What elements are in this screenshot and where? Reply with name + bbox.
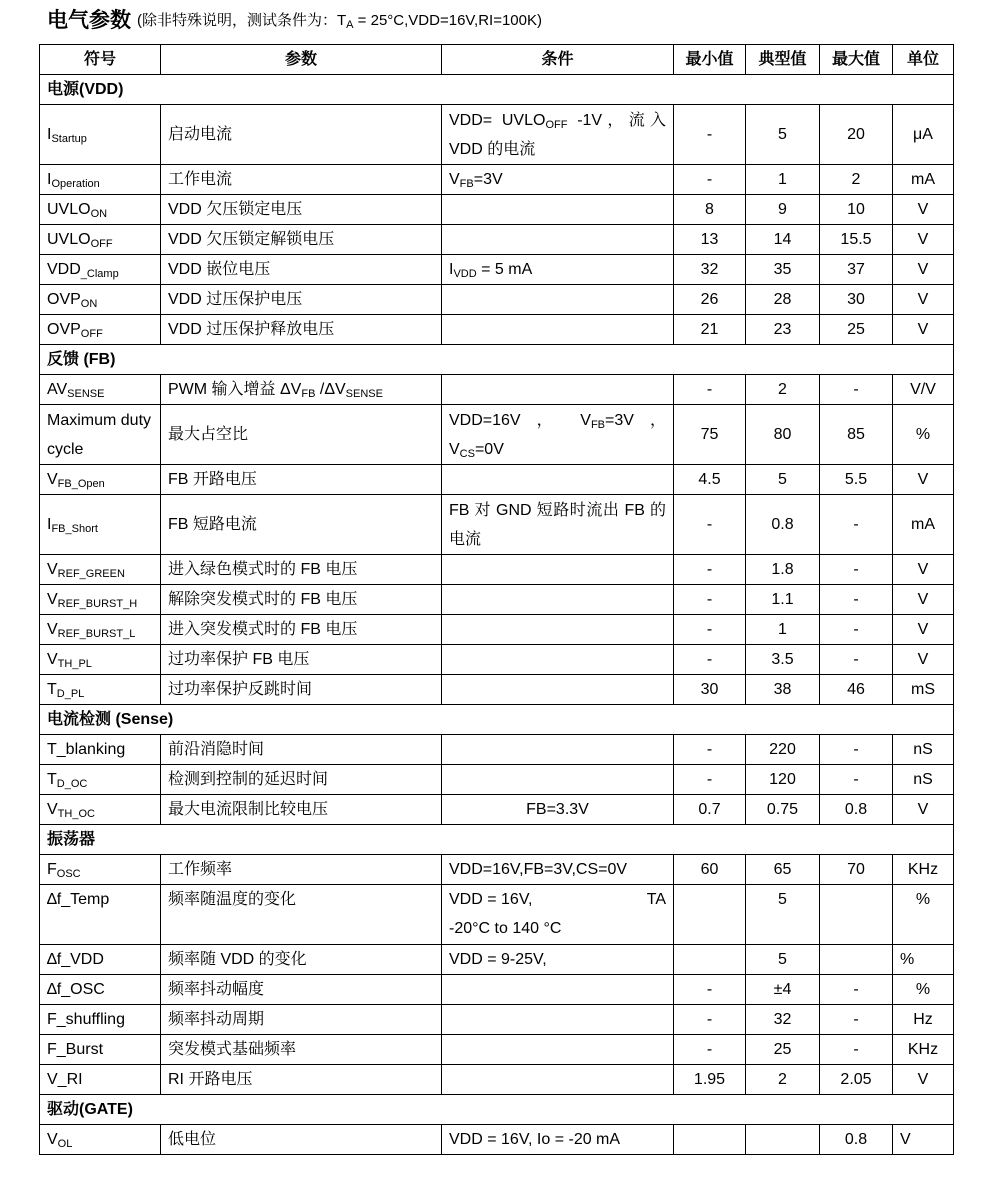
table-row (40, 405, 954, 465)
table-row (40, 945, 954, 975)
cell-min: 4.5 (674, 465, 746, 495)
cell-symbol: F_Burst (40, 1035, 161, 1065)
cell-unit: V (893, 615, 954, 645)
cell-min: 32 (674, 255, 746, 285)
cell-condition: $V_{FB}=3V$ (442, 165, 674, 195)
cell-condition: VDD = 16V, TA -20°C to 140 °C (442, 885, 674, 945)
cell-min: 60 (674, 855, 746, 885)
cell-unit: % (893, 975, 954, 1005)
cell-condition (442, 765, 674, 795)
title-note: (除非特殊说明，测试条件为：$T_A = 25^\circ C,VDD=16V,RI=100K$) (137, 11, 542, 31)
section-label: 驱动(GATE) (40, 1095, 954, 1125)
cell-min: - (674, 735, 746, 765)
cell-symbol: $UVLO_{ON}$ (40, 195, 161, 225)
cell-unit: μA (893, 105, 954, 165)
cell-unit: KHz (893, 855, 954, 885)
cell-typ: 220 (746, 735, 820, 765)
cell-typ: 2 (746, 375, 820, 405)
cell-min: 8 (674, 195, 746, 225)
cell-min (674, 945, 746, 975)
cell-min (674, 1125, 746, 1155)
section-row (40, 825, 954, 855)
cell-symbol: $V_{REF\_GREEN}$ (40, 555, 161, 585)
cell-unit: V (893, 465, 954, 495)
cell-unit: V (893, 255, 954, 285)
table-row (40, 675, 954, 705)
cell-condition (442, 285, 674, 315)
cell-min (674, 885, 746, 945)
cell-parameter: 进入突发模式时的 FB 电压 (161, 615, 442, 645)
cell-typ: 1.1 (746, 585, 820, 615)
cell-min: 13 (674, 225, 746, 255)
cell-unit: % (893, 405, 954, 465)
cell-symbol: $I_{FB\_Short}$ (40, 495, 161, 555)
cell-parameter: RI 开路电压 (161, 1065, 442, 1095)
cell-parameter: VDD 嵌位电压 (161, 255, 442, 285)
header-condition: 条件 (442, 45, 674, 75)
table-row (40, 165, 954, 195)
cell-max: 10 (820, 195, 893, 225)
section-label: 电流检测 (Sense) (40, 705, 954, 735)
cell-typ: 0.8 (746, 495, 820, 555)
cell-condition: VDD = 16V, Io = -20 mA (442, 1125, 674, 1155)
table-row (40, 765, 954, 795)
section-label: 电源(VDD) (40, 75, 954, 105)
cell-unit: V (893, 1065, 954, 1095)
cell-max: - (820, 975, 893, 1005)
table-row (40, 495, 954, 555)
cell-typ: 3.5 (746, 645, 820, 675)
electrical-parameters-table (39, 44, 954, 1155)
cell-symbol: $OVP_{ON}$ (40, 285, 161, 315)
cell-typ: 120 (746, 765, 820, 795)
cell-max: - (820, 765, 893, 795)
cell-typ: 28 (746, 285, 820, 315)
cell-max: - (820, 375, 893, 405)
cell-parameter: 频率随 VDD 的变化 (161, 945, 442, 975)
cell-symbol: F_shuffling (40, 1005, 161, 1035)
cell-max: - (820, 585, 893, 615)
cell-symbol: $V_{FB\_Open}$ (40, 465, 161, 495)
cell-max: 20 (820, 105, 893, 165)
cell-parameter: 频率随温度的变化 (161, 885, 442, 945)
cell-condition (442, 735, 674, 765)
table-row (40, 885, 954, 945)
table-row (40, 855, 954, 885)
table-row (40, 585, 954, 615)
cell-max: 70 (820, 855, 893, 885)
cell-symbol: $V_{REF\_BURST\_L}$ (40, 615, 161, 645)
cell-min: - (674, 495, 746, 555)
cell-unit: KHz (893, 1035, 954, 1065)
cell-parameter: 最大电流限制比较电压 (161, 795, 442, 825)
cell-unit: mA (893, 165, 954, 195)
table-body (40, 75, 954, 1155)
cell-typ: 25 (746, 1035, 820, 1065)
cell-min: - (674, 555, 746, 585)
table-row (40, 1065, 954, 1095)
cell-typ: 0.75 (746, 795, 820, 825)
cell-min: 30 (674, 675, 746, 705)
section-row (40, 75, 954, 105)
cell-min: - (674, 1035, 746, 1065)
section-label: 反馈 (FB) (40, 345, 954, 375)
cell-unit: V (893, 795, 954, 825)
cell-max: - (820, 735, 893, 765)
cell-unit: % (893, 945, 954, 975)
section-row (40, 345, 954, 375)
cell-unit: V (893, 645, 954, 675)
cell-typ: 38 (746, 675, 820, 705)
cell-condition (442, 555, 674, 585)
cell-condition: VDD = 9-25V, (442, 945, 674, 975)
cell-condition (442, 645, 674, 675)
cell-max: 2 (820, 165, 893, 195)
cell-max: - (820, 615, 893, 645)
table-row (40, 975, 954, 1005)
cell-symbol: $V_{REF\_BURST\_H}$ (40, 585, 161, 615)
cell-max: 37 (820, 255, 893, 285)
cell-unit: V (893, 315, 954, 345)
cell-condition (442, 675, 674, 705)
cell-min: - (674, 615, 746, 645)
table-row (40, 225, 954, 255)
cell-max: 2.05 (820, 1065, 893, 1095)
cell-max (820, 945, 893, 975)
cell-condition (442, 1035, 674, 1065)
cell-parameter: VDD 欠压锁定解锁电压 (161, 225, 442, 255)
cell-parameter: 解除突发模式时的 FB 电压 (161, 585, 442, 615)
cell-parameter: 突发模式基础频率 (161, 1035, 442, 1065)
cell-parameter: FB 短路电流 (161, 495, 442, 555)
table-row (40, 105, 954, 165)
cell-unit: V (893, 225, 954, 255)
cell-symbol: ∆f_VDD (40, 945, 161, 975)
cell-symbol: $OVP_{OFF}$ (40, 315, 161, 345)
table-row (40, 735, 954, 765)
header-row (40, 45, 954, 75)
cell-min: - (674, 975, 746, 1005)
cell-typ: 1 (746, 615, 820, 645)
cell-parameter: 启动电流 (161, 105, 442, 165)
table-row (40, 255, 954, 285)
cell-min: - (674, 375, 746, 405)
cell-typ: 5 (746, 885, 820, 945)
cell-parameter: 工作电流 (161, 165, 442, 195)
cell-typ: 80 (746, 405, 820, 465)
cell-parameter: VDD 欠压锁定电压 (161, 195, 442, 225)
cell-unit: mA (893, 495, 954, 555)
cell-parameter: 低电位 (161, 1125, 442, 1155)
cell-typ: 1 (746, 165, 820, 195)
section-label: 振荡器 (40, 825, 954, 855)
cell-min: - (674, 105, 746, 165)
cell-condition: VDD=16V,FB=3V,CS=0V (442, 855, 674, 885)
cell-parameter: 频率抖动幅度 (161, 975, 442, 1005)
cell-parameter: VDD 过压保护电压 (161, 285, 442, 315)
section-row (40, 705, 954, 735)
cell-parameter: FB 开路电压 (161, 465, 442, 495)
header-max: 最大值 (820, 45, 893, 75)
cell-parameter: PWM 输入增益 $\Delta V_{FB}$ $/\Delta V_{SENSE}$ (161, 375, 442, 405)
cell-unit: V (893, 195, 954, 225)
cell-condition: VDD=16V ， $V_{FB}=3V$ ， $V_{CS}=0V$ (442, 405, 674, 465)
cell-max: - (820, 555, 893, 585)
cell-symbol: T_blanking (40, 735, 161, 765)
cell-symbol: ∆f_OSC (40, 975, 161, 1005)
header-typ: 典型值 (746, 45, 820, 75)
cell-parameter: 过功率保护 FB 电压 (161, 645, 442, 675)
table-row (40, 1035, 954, 1065)
cell-unit: Hz (893, 1005, 954, 1035)
cell-typ: 5 (746, 465, 820, 495)
cell-min: - (674, 585, 746, 615)
cell-max: 46 (820, 675, 893, 705)
cell-max: - (820, 1035, 893, 1065)
title-main: 电气参数 (47, 8, 131, 32)
cell-condition (442, 585, 674, 615)
table-row (40, 1005, 954, 1035)
cell-condition (442, 1005, 674, 1035)
cell-max: 0.8 (820, 795, 893, 825)
table-row (40, 645, 954, 675)
cell-min: - (674, 1005, 746, 1035)
cell-symbol: $UVLO_{OFF}$ (40, 225, 161, 255)
cell-unit: % (893, 885, 954, 945)
cell-condition (442, 375, 674, 405)
cell-max: - (820, 495, 893, 555)
header-parameter: 参数 (161, 45, 442, 75)
cell-parameter: 进入绿色模式时的 FB 电压 (161, 555, 442, 585)
cell-typ: 65 (746, 855, 820, 885)
cell-symbol: $VDD_{\_Clamp}$ (40, 255, 161, 285)
cell-typ (746, 1125, 820, 1155)
cell-max: 0.8 (820, 1125, 893, 1155)
cell-parameter: 检测到控制的延迟时间 (161, 765, 442, 795)
cell-condition (442, 975, 674, 1005)
cell-typ: 32 (746, 1005, 820, 1035)
cell-typ: 9 (746, 195, 820, 225)
cell-unit: V (893, 585, 954, 615)
cell-parameter: 最大占空比 (161, 405, 442, 465)
cell-unit: nS (893, 735, 954, 765)
table-row (40, 465, 954, 495)
cell-condition (442, 195, 674, 225)
cell-parameter: 前沿消隐时间 (161, 735, 442, 765)
header-symbol: 符号 (40, 45, 161, 75)
table-row (40, 315, 954, 345)
cell-typ: ±4 (746, 975, 820, 1005)
cell-typ: 5 (746, 105, 820, 165)
cell-condition (442, 465, 674, 495)
cell-symbol: $I_{Startup}$ (40, 105, 161, 165)
table-row (40, 1125, 954, 1155)
cell-typ: 23 (746, 315, 820, 345)
table-row (40, 615, 954, 645)
cell-unit: V (893, 555, 954, 585)
cell-condition (442, 1065, 674, 1095)
cell-min: - (674, 765, 746, 795)
table-row (40, 195, 954, 225)
header-unit: 单位 (893, 45, 954, 75)
table-row (40, 285, 954, 315)
cell-symbol: V_RI (40, 1065, 161, 1095)
cell-symbol: $V_{OL}$ (40, 1125, 161, 1155)
cell-condition: FB 对 GND 短路时流出 FB 的电流 (442, 495, 674, 555)
header-min: 最小值 (674, 45, 746, 75)
cell-max: - (820, 1005, 893, 1035)
cell-min: - (674, 645, 746, 675)
cell-condition: $VDD= UVLO_{OFF}$ -1V，流入 VDD 的电流 (442, 105, 674, 165)
cell-unit: nS (893, 765, 954, 795)
cell-symbol: $F_{OSC}$ (40, 855, 161, 885)
cell-symbol: $AV_{SENSE}$ (40, 375, 161, 405)
cell-max: 25 (820, 315, 893, 345)
cell-min: 1.95 (674, 1065, 746, 1095)
cell-min: 21 (674, 315, 746, 345)
cell-min: 26 (674, 285, 746, 315)
cell-typ: 1.8 (746, 555, 820, 585)
cell-max: 30 (820, 285, 893, 315)
cell-unit: V/V (893, 375, 954, 405)
cell-min: - (674, 165, 746, 195)
cell-unit: mS (893, 675, 954, 705)
cell-max (820, 885, 893, 945)
cell-symbol: $V_{TH\_OC}$ (40, 795, 161, 825)
cell-symbol: ∆f_Temp (40, 885, 161, 945)
cell-typ: 5 (746, 945, 820, 975)
cell-symbol: $T_{D\_OC}$ (40, 765, 161, 795)
cell-max: - (820, 645, 893, 675)
cell-parameter: 工作频率 (161, 855, 442, 885)
cell-parameter: 频率抖动周期 (161, 1005, 442, 1035)
cell-condition: $I_{VDD} = 5$ mA (442, 255, 674, 285)
cell-min: 75 (674, 405, 746, 465)
table-row (40, 555, 954, 585)
cell-condition (442, 225, 674, 255)
cell-symbol: Maximum duty cycle (40, 405, 161, 465)
cell-max: 5.5 (820, 465, 893, 495)
cell-parameter: 过功率保护反跳时间 (161, 675, 442, 705)
cell-unit: V (893, 1125, 954, 1155)
cell-max: 15.5 (820, 225, 893, 255)
section-title (47, 4, 542, 34)
cell-min: 0.7 (674, 795, 746, 825)
cell-condition (442, 615, 674, 645)
cell-typ: 2 (746, 1065, 820, 1095)
cell-condition (442, 315, 674, 345)
cell-typ: 35 (746, 255, 820, 285)
cell-symbol: $T_{D\_PL}$ (40, 675, 161, 705)
table-row (40, 375, 954, 405)
cell-max: 85 (820, 405, 893, 465)
cell-typ: 14 (746, 225, 820, 255)
cell-symbol: $V_{TH\_PL}$ (40, 645, 161, 675)
section-row (40, 1095, 954, 1125)
cell-condition: FB=3.3V (442, 795, 674, 825)
table-row (40, 795, 954, 825)
cell-unit: V (893, 285, 954, 315)
cell-parameter: VDD 过压保护释放电压 (161, 315, 442, 345)
cell-symbol: $I_{Operation}$ (40, 165, 161, 195)
